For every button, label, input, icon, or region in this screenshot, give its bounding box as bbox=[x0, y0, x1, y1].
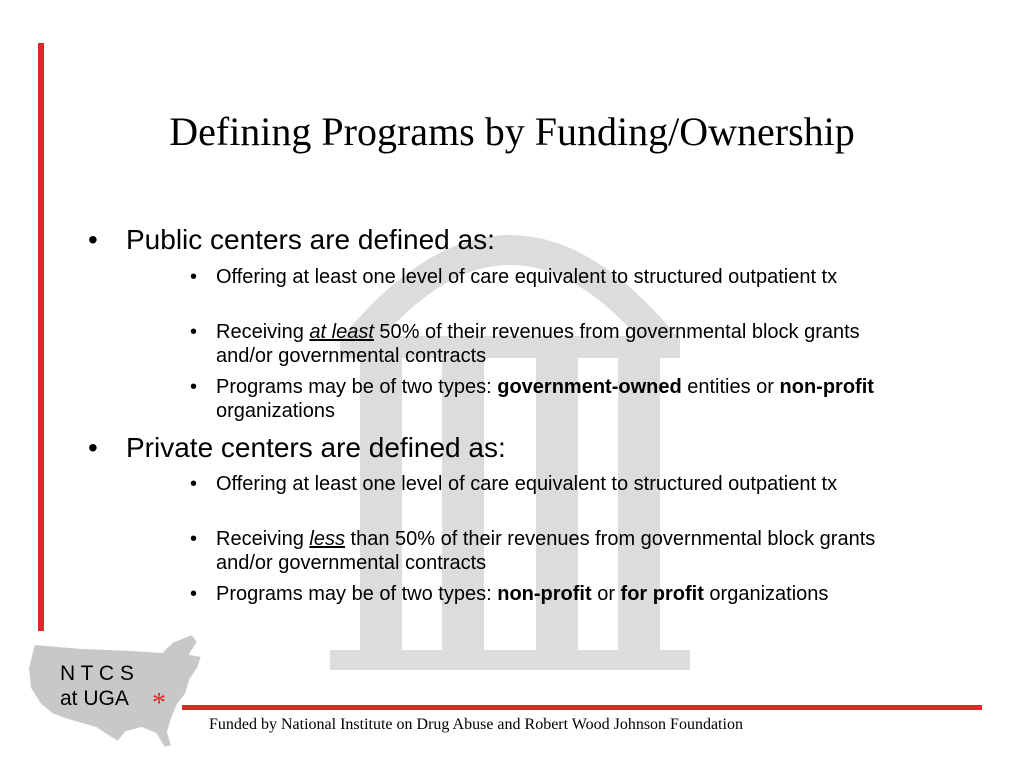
bullet-icon: • bbox=[190, 583, 198, 605]
private-item-3-text bbox=[216, 582, 916, 606]
private-item-2-post: than 50% of their revenues from governmental block grants and/or governmental contracts bbox=[216, 528, 876, 574]
private-item-3-post: organizations bbox=[703, 583, 829, 605]
logo-text bbox=[60, 661, 134, 711]
public-item-1-text: Offering at least one level of care equivalent to structured outpatient tx bbox=[216, 266, 838, 288]
public-item-3-post: organizations bbox=[216, 400, 335, 422]
public-item-3-pre: Programs may be of two types: bbox=[216, 376, 498, 398]
public-heading: Public centers are defined as: bbox=[126, 224, 495, 255]
public-item-2-pre: Receiving bbox=[216, 321, 310, 343]
asterisk-icon: * bbox=[152, 688, 166, 719]
private-item-2-text bbox=[216, 527, 916, 575]
private-item-3-bold2: for profit bbox=[620, 583, 704, 605]
bullet-icon: • bbox=[190, 528, 198, 550]
public-item-2-text bbox=[216, 320, 916, 368]
public-item-2-emphasis: at least bbox=[309, 321, 374, 343]
public-item-3-bold1: government-owned bbox=[497, 376, 682, 398]
bullet-icon: • bbox=[190, 376, 198, 398]
footer-funding-note: Funded by National Institute on Drug Abuse and Robert Wood Johnson Foundation bbox=[209, 716, 743, 733]
private-item-3-mid: or bbox=[591, 583, 621, 605]
private-item-2-pre: Receiving bbox=[216, 528, 310, 550]
bottom-accent-bar bbox=[182, 705, 982, 710]
bullet-icon: • bbox=[190, 266, 198, 288]
private-heading: Private centers are defined as: bbox=[126, 432, 506, 463]
bullet-icon: • bbox=[190, 473, 198, 495]
private-item-3-bold1: non-profit bbox=[497, 583, 592, 605]
slide-title: Defining Programs by Funding/Ownership bbox=[169, 109, 855, 154]
bullet-icon: • bbox=[88, 224, 98, 255]
bullet-icon: • bbox=[190, 321, 198, 343]
bullet-icon: • bbox=[88, 432, 98, 463]
private-item-2-emphasis: less bbox=[309, 528, 345, 550]
private-item-1-text: Offering at least one level of care equivalent to structured outpatient tx bbox=[216, 473, 838, 495]
logo-line-1: N T C S bbox=[60, 662, 134, 685]
private-item-3-pre: Programs may be of two types: bbox=[216, 583, 498, 605]
public-item-3-mid: entities or bbox=[681, 376, 780, 398]
logo-line-2: at UGA bbox=[60, 687, 129, 710]
public-item-3-text bbox=[216, 375, 916, 423]
public-item-3-bold2: non-profit bbox=[779, 376, 874, 398]
public-item-2-post: 50% of their revenues from governmental block grants and/or governmental contracts bbox=[216, 321, 860, 367]
